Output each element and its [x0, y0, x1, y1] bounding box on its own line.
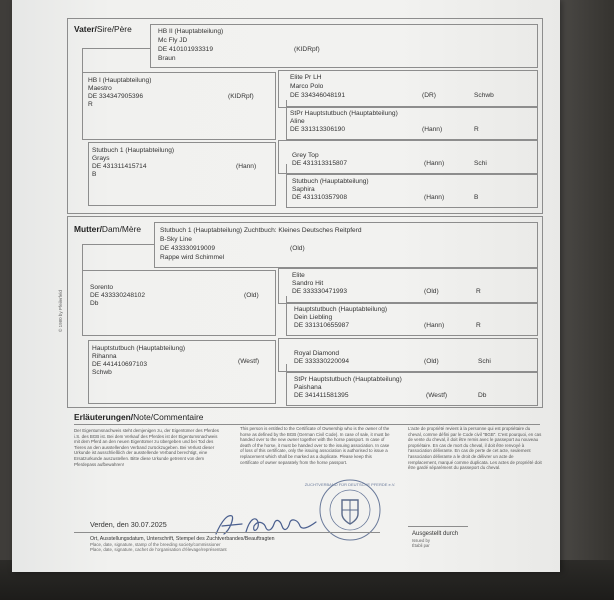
- grandsire-breed: (KIDRpf): [228, 93, 254, 100]
- dam-sire-dam-name: Dein Liebling: [294, 314, 333, 321]
- great-granddam-1-book: StPr Hauptstutbuch (Hauptabteilung): [290, 110, 398, 117]
- dam-dam-id: DE 441410697103: [92, 361, 147, 368]
- dam-sire-sire-breed: (Old): [424, 288, 439, 295]
- great-grandsire-1-id: DE 334346048191: [290, 92, 345, 99]
- great-grandsire-1-color: Schwb: [474, 92, 494, 99]
- dam-dam-dam-breed: (Westf): [426, 392, 448, 399]
- notes-heading-rest: Note/Commentaire: [133, 412, 204, 422]
- dam-color: Rappe wird Schimmel: [160, 254, 225, 261]
- dam-dam-sire-name: Royal Diamond: [294, 350, 340, 357]
- notes-german: Der Eigentumsnachweis steht demjenigen zu, der Eigentümer des Pferdes i.S. des BGB ist. Bei dem Verkauf des Pferdes ist der Eigentumsnachweis mit dem Pferd an den neuen Eigentümer zu übergeben und bei Tod des Tieres an den ausstellenden Verband zurückzugeben. Bei Verlust dieser Urkunde ist ausschließlich der ausstellende Verband berechtigt, eine Ersatzurkunde auszustellen. Bitte diese Urkunde getrennt von dem Pferdepass aufbewahren!: [74, 428, 219, 467]
- signature-line: [74, 532, 380, 533]
- great-granddam-2-book: Stutbuch (Hauptabteilung): [292, 178, 369, 185]
- sire-heading: [74, 24, 132, 34]
- dam-dam-dam-name: Paishana: [294, 384, 322, 391]
- sig-caption-en: Place, date, signature, stamp of the breeding society/commissioner: [90, 542, 221, 547]
- great-grandsire-1-breed: (DR): [422, 92, 436, 99]
- dam-sire-dam-color: R: [476, 322, 481, 329]
- dam-sire-box: [82, 270, 276, 336]
- signature-text: A. Brede: [212, 508, 216, 509]
- granddam-color: B: [92, 171, 97, 178]
- great-granddam-2-breed: (Hann): [424, 194, 445, 201]
- granddam-id: DE 431311415714: [92, 163, 147, 170]
- granddam-book: Stutbuch 1 (Hauptabteilung): [92, 147, 175, 154]
- dam-heading-main: Mutter/: [74, 224, 102, 234]
- great-grandsire-2-name: Grey Top: [292, 152, 319, 159]
- dam-dam-dam-color: Db: [478, 392, 487, 399]
- dam-dam-sire-color: Schi: [478, 358, 491, 365]
- dam-breed: (Old): [290, 245, 305, 252]
- dam-id: DE 433330919009: [160, 245, 215, 252]
- dam-sire-dam-id: DE 331310655987: [294, 322, 349, 329]
- sire-breed: (KIDRpf): [294, 46, 320, 53]
- sig-caption-de: Ort, Ausstellungsdatum, Unterschrift, Stempel des Zuchtverbandes/Beauftragten: [90, 536, 275, 542]
- sire-heading-rest: Sire/Père: [96, 24, 132, 34]
- place-date: Verden, den 30.07.2025: [90, 520, 167, 529]
- dam-sire-id: DE 433330248102: [90, 292, 145, 299]
- great-grandsire-1-name: Marco Polo: [290, 83, 324, 90]
- great-grandsire-2-breed: (Hann): [424, 160, 445, 167]
- dam-dam-sire-id: DE 333330220094: [294, 358, 349, 365]
- sire-heading-main: Vater/: [74, 24, 97, 34]
- dam-name: B-Sky Line: [160, 236, 192, 243]
- print-mark: © 1980 by Pfeilerfeld: [58, 290, 63, 332]
- great-granddam-2-color: B: [474, 194, 479, 201]
- background-surface: [560, 0, 614, 600]
- notes-heading: [74, 412, 203, 422]
- dam-sire-sire-id: DE 333330471993: [292, 288, 347, 295]
- issued-by-en: Issued by: [412, 538, 430, 543]
- great-granddam-1-color: R: [474, 126, 479, 133]
- great-grandsire-1-book: Elite Pr LH: [290, 74, 322, 81]
- dam-sire-name: Sorento: [90, 284, 114, 291]
- sire-color: Braun: [158, 55, 176, 62]
- sire-book: HB II (Hauptabteilung): [158, 28, 224, 35]
- issued-by-fr: Établi par: [412, 543, 430, 548]
- dam-sire-dam-breed: (Hann): [424, 322, 445, 329]
- notes-divider: [74, 424, 540, 425]
- dam-book: Stutbuch 1 (Hauptabteilung) Zuchtbuch: Kleines Deutsches Reitpferd: [160, 227, 362, 234]
- dam-sire-sire-color: R: [476, 288, 481, 295]
- seal-text: ZUCHTVERBAND FÜR DEUTSCHE PFERDE e.V.: [304, 482, 396, 487]
- granddam-name: Grays: [92, 155, 110, 162]
- sig-caption-fr: Place, date, signature, cachet de l'organisation d'élevage/représentant: [90, 547, 227, 552]
- dam-sire-breed: (Old): [244, 292, 259, 299]
- grandsire-color: R: [88, 101, 93, 108]
- grandsire-id: DE 334347905396: [88, 93, 143, 100]
- dam-heading-rest: Dam/Mère: [101, 224, 142, 234]
- dam-dam-dam-id: DE 341411581395: [294, 392, 349, 399]
- dam-heading: [74, 224, 141, 234]
- great-granddam-2-id: DE 431310357908: [292, 194, 347, 201]
- connector-line: [82, 244, 154, 245]
- dam-dam-sire-breed: (Old): [424, 358, 439, 365]
- dam-dam-name: Rihanna: [92, 353, 117, 360]
- sire-name: Mc Fly JD: [158, 37, 188, 44]
- great-granddam-2-name: Saphira: [292, 186, 315, 193]
- certificate-paper: [12, 0, 560, 572]
- notes-heading-main: Erläuterungen/: [74, 412, 134, 422]
- dam-sire-sire-name: Sandro Hit: [292, 280, 324, 287]
- dam-dam-dam-book: StPr Hauptstutbuch (Hauptabteilung): [294, 376, 402, 383]
- issued-line: [408, 526, 468, 527]
- great-granddam-1-breed: (Hann): [422, 126, 443, 133]
- grandsire-name: Maestro: [88, 85, 112, 92]
- great-granddam-1-id: DE 331313306190: [290, 126, 345, 133]
- great-granddam-1-name: Aline: [290, 118, 305, 125]
- dam-sire-dam-book: Hauptstutbuch (Hauptabteilung): [294, 306, 388, 313]
- dam-dam-breed: (Westf): [238, 358, 260, 365]
- notes-french: L'acte de propriété revient à la personne qui est propriétaire du cheval, comme défini par le Code civil "BGB". C'est pourquoi, en cas de vente du cheval, il doit être remis avec le passeport au nouveau propriétaire. En cas de mort du cheval, il doit être renvoyé à l'association délivrante. En cas de perte de cet acte, seulement l'association délivrante a le droit de délivrer un acte de remplacement, marqué comme duplicata. Les actes de propriété doit être gardé séparément du passeport du cheval.: [408, 426, 542, 471]
- dam-dam-book: Hauptstutbuch (Hauptabteilung): [92, 345, 186, 352]
- granddam-breed: (Hann): [236, 163, 257, 170]
- connector-line: [82, 48, 150, 49]
- dam-sire-sire-book: Elite: [292, 272, 305, 279]
- issued-by: Ausgestellt durch: [412, 531, 459, 537]
- dam-sire-color: Db: [90, 300, 99, 307]
- notes-english: This person is entitled to the Certificate of Ownership who is the owner of the horse as defined by the BGB (German Civil Code). In case of sale, it must be handed over to the new owner together with the horse passport. In case of death of the horse, it must be handed over to the issuing association. In case of loss of this certificate, only the issuing association is authorised to issue a replacement which shall be marked as a duplicate. Please keep this certificate of owner separately from the horse passport.: [240, 426, 390, 465]
- dam-dam-color: Schwb: [92, 369, 112, 376]
- grandsire-book: HB I (Hauptabteilung): [88, 77, 152, 84]
- great-grandsire-2-id: DE 431313315807: [292, 160, 347, 167]
- sire-id: DE 410101933319: [158, 46, 213, 53]
- great-grandsire-2-color: Schi: [474, 160, 487, 167]
